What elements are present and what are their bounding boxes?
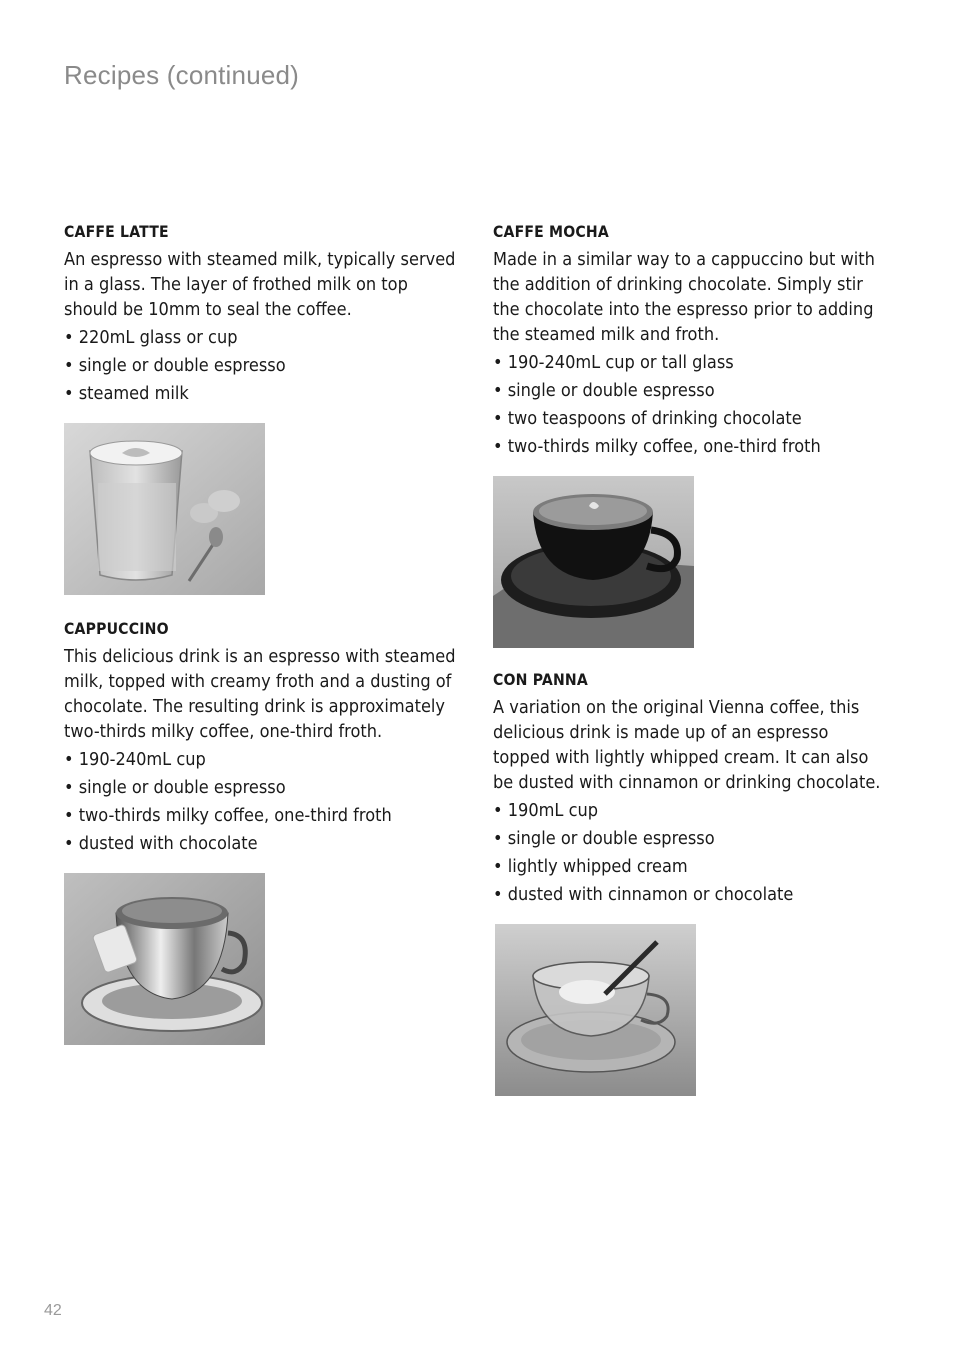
recipe-con-panna bbox=[493, 670, 898, 1096]
list-item: • lightly whipped cream bbox=[493, 856, 688, 877]
caffe-latte-photo bbox=[64, 423, 265, 595]
list-item: • single or double espresso bbox=[493, 380, 715, 401]
list-item: • 190-240mL cup or tall glass bbox=[493, 352, 734, 373]
recipe-description: An espresso with steamed milk, typically served in a glass. The layer of frothed milk on top should be 10mm to seal the coffee. bbox=[64, 249, 456, 320]
list-item: • 220mL glass or cup bbox=[64, 327, 238, 348]
recipe-heading: CAFFE LATTE bbox=[64, 222, 169, 241]
recipe-description: A variation on the original Vienna coffee, this delicious drink is made up of an espresso topped with lightly whipped cream. It can also be dusted with cinnamon or drinking chocolate. bbox=[493, 697, 881, 793]
list-item: • single or double espresso bbox=[64, 777, 286, 798]
page-title: Recipes (continued) bbox=[64, 60, 300, 90]
list-item: • single or double espresso bbox=[493, 828, 715, 849]
list-item: • dusted with cinnamon or chocolate bbox=[493, 884, 794, 905]
recipe-heading: CON PANNA bbox=[493, 670, 588, 689]
cappuccino-photo bbox=[64, 873, 265, 1045]
list-item: • dusted with chocolate bbox=[64, 833, 258, 854]
con-panna-photo bbox=[495, 924, 696, 1096]
list-item: • steamed milk bbox=[64, 383, 189, 404]
ingredient-list bbox=[64, 746, 469, 858]
left-column bbox=[64, 222, 469, 1045]
ingredient-list bbox=[493, 349, 898, 461]
list-item: • two teaspoons of drinking chocolate bbox=[493, 408, 802, 429]
recipe-heading: CAPPUCCINO bbox=[64, 619, 169, 638]
list-item: • 190mL cup bbox=[493, 800, 599, 821]
recipe-caffe-latte bbox=[64, 222, 469, 595]
list-item: • single or double espresso bbox=[64, 355, 286, 376]
page-number: 42 bbox=[44, 1302, 62, 1319]
right-column bbox=[493, 222, 898, 1096]
list-item: • 190-240mL cup bbox=[64, 749, 206, 770]
list-item: • two-thirds milky coffee, one-third froth bbox=[493, 436, 821, 457]
recipe-cappuccino bbox=[64, 619, 469, 1045]
recipe-description: Made in a similar way to a cappuccino but with the addition of drinking chocolate. Simply stir the chocolate into the espresso prior to adding the steamed milk and froth. bbox=[493, 249, 875, 345]
recipe-description: This delicious drink is an espresso with steamed milk, topped with creamy froth and a dusting of chocolate. The resulting drink is approximately two-thirds milky coffee, one-third froth. bbox=[64, 646, 456, 742]
ingredient-list bbox=[64, 324, 469, 408]
ingredient-list bbox=[493, 797, 898, 909]
list-item: • two-thirds milky coffee, one-third froth bbox=[64, 805, 392, 826]
caffe-mocha-photo bbox=[493, 476, 694, 648]
recipe-caffe-mocha bbox=[493, 222, 898, 648]
recipe-heading: CAFFE MOCHA bbox=[493, 222, 609, 241]
